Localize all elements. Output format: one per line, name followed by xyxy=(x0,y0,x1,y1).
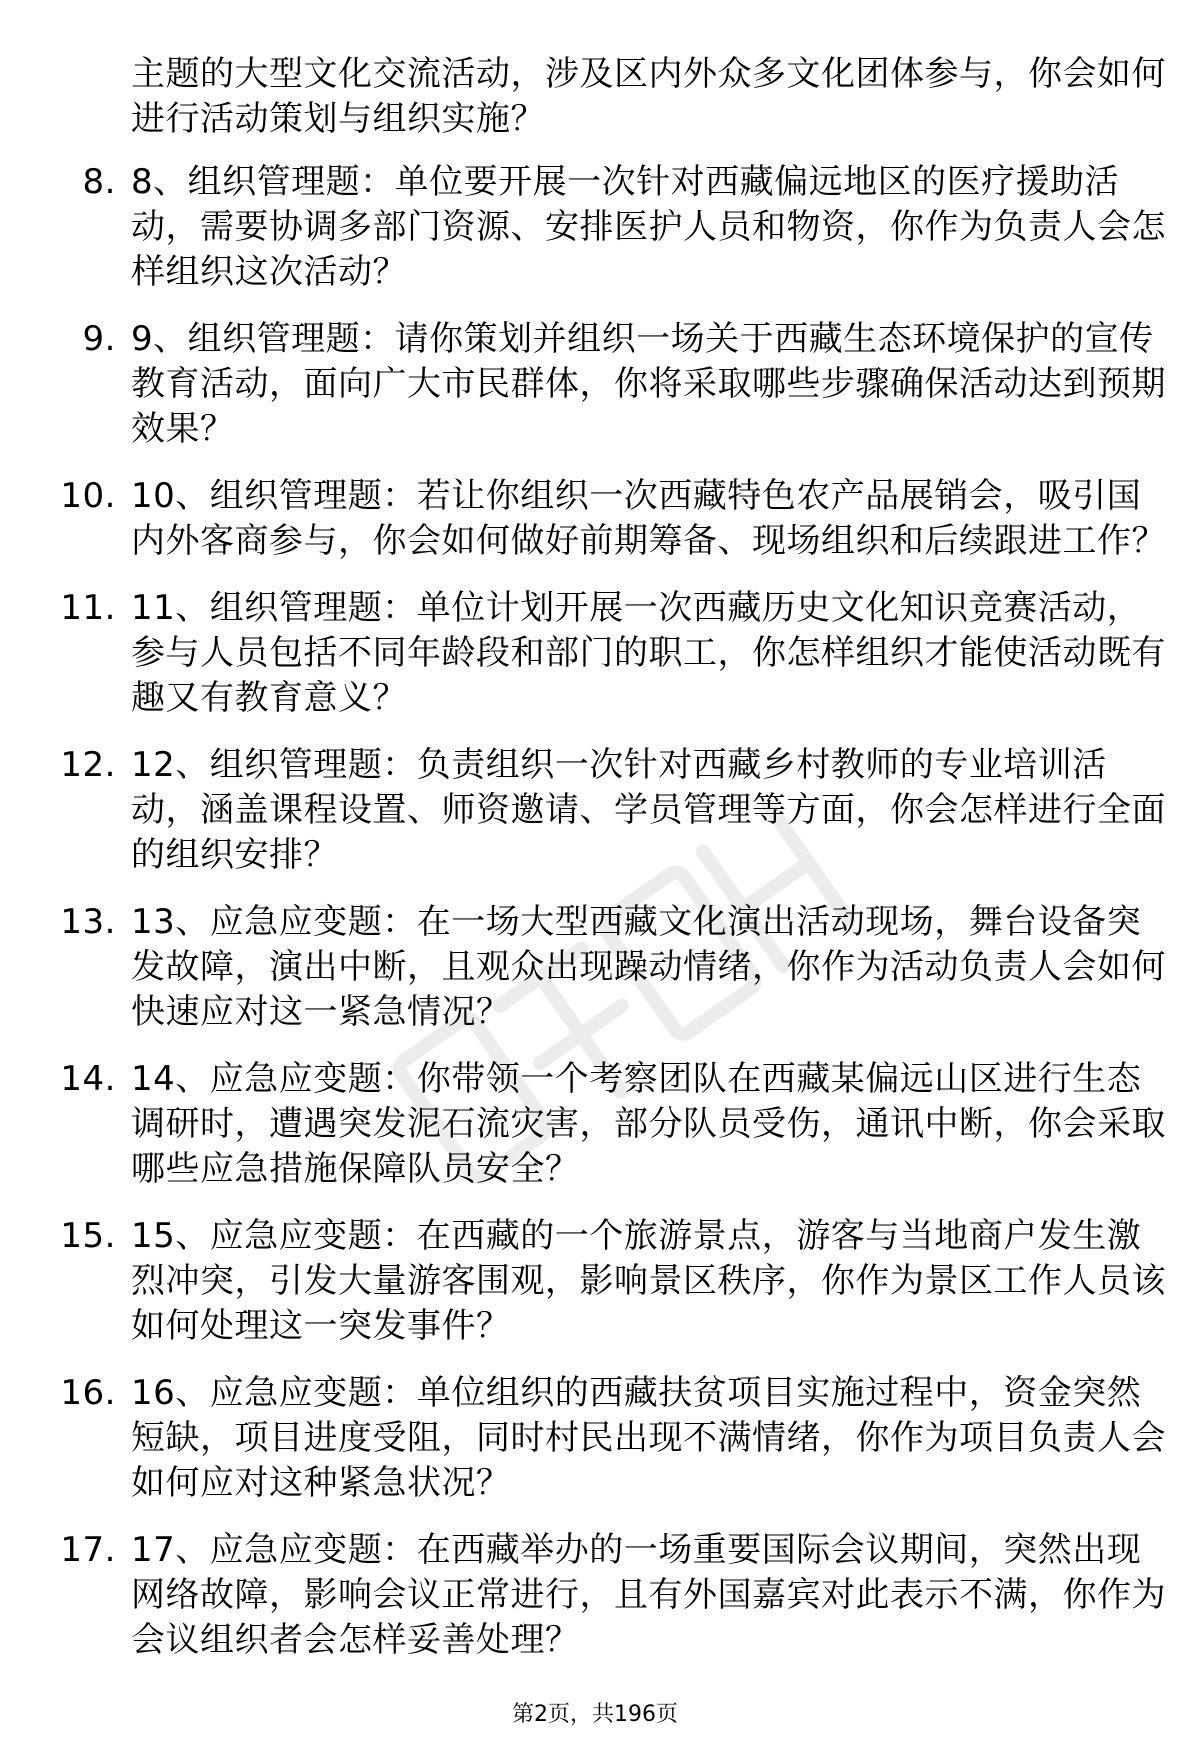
question-text: 12、组织管理题：负责组织一次针对西藏乡村教师的专业培训活动，涵盖课程设置、师资邀请、学员管理等方面，你会怎样进行全面的组织安排？ xyxy=(131,745,1166,875)
list-item xyxy=(0,317,1190,452)
question-text: 16、应急应变题：单位组织的西藏扶贫项目实施过程中，资金突然短缺，项目进度受阻，同时村民出现不满情绪，你作为项目负责人会如何应对这种紧急状况？ xyxy=(131,1373,1166,1503)
question-text: 10、组织管理题：若让你组织一次西藏特色农产品展销会，吸引国内外客商参与，你会如何做好前期筹备、现场组织和后续跟进工作？ xyxy=(131,476,1166,561)
list-item xyxy=(0,160,1190,295)
list-item xyxy=(0,743,1190,878)
question-text: 14、应急应变题：你带领一个考察团队在西藏某偏远山区进行生态调研时，遭遇突发泥石流灾害，部分队员受伤，通讯中断，你会采取哪些应急措施保障队员安全？ xyxy=(131,1059,1166,1189)
list-item xyxy=(0,1214,1190,1349)
list-number: 12. xyxy=(60,745,116,785)
question-text: 9、组织管理题：请你策划并组织一场关于西藏生态环境保护的宣传教育活动，面向广大市民群体，你将采取哪些步骤确保活动达到预期效果？ xyxy=(131,319,1166,449)
question-text: 15、应急应变题：在西藏的一个旅游景点，游客与当地商户发生激烈冲突，引发大量游客围观，影响景区秩序，你作为景区工作人员该如何处理这一突发事件？ xyxy=(131,1216,1166,1346)
question-list xyxy=(0,160,1190,1685)
list-number: 8. xyxy=(82,162,116,202)
list-number: 16. xyxy=(60,1373,116,1413)
list-number: 13. xyxy=(60,902,116,942)
question-text: 11、组织管理题：单位计划开展一次西藏历史文化知识竞赛活动，参与人员包括不同年龄段和部门的职工，你怎样组织才能使活动既有趣又有教育意义？ xyxy=(131,588,1166,718)
list-number: 9. xyxy=(82,319,116,359)
list-item xyxy=(0,900,1190,1035)
page-footer: 第2页，共196页 xyxy=(512,1702,678,1727)
continuation-paragraph: 主题的大型文化交流活动，涉及区内外众多文化团体参与，你会如何进行活动策划与组织实施？ xyxy=(131,54,1166,139)
question-text: 17、应急应变题：在西藏举办的一场重要国际会议期间，突然出现网络故障，影响会议正常进行，且有外国嘉宾对此表示不满，你作为会议组织者会怎样妥善处理？ xyxy=(131,1530,1166,1660)
list-number: 14. xyxy=(60,1059,116,1099)
question-text: 13、应急应变题：在一场大型西藏文化演出活动现场，舞台设备突发故障，演出中断，且观众出现躁动情绪，你作为活动负责人会如何快速应对这一紧急情况？ xyxy=(131,902,1166,1032)
list-number: 10. xyxy=(60,476,116,516)
list-item xyxy=(0,1057,1190,1192)
list-item xyxy=(0,474,1190,564)
list-item xyxy=(0,586,1190,721)
list-number: 15. xyxy=(60,1216,116,1256)
list-item xyxy=(0,1371,1190,1506)
list-item xyxy=(0,1528,1190,1663)
question-text: 8、组织管理题：单位要开展一次针对西藏偏远地区的医疗援助活动，需要协调多部门资源、安排医护人员和物资，你作为负责人会怎样组织这次活动？ xyxy=(131,162,1166,292)
list-number: 11. xyxy=(60,588,116,628)
list-number: 17. xyxy=(60,1530,116,1570)
